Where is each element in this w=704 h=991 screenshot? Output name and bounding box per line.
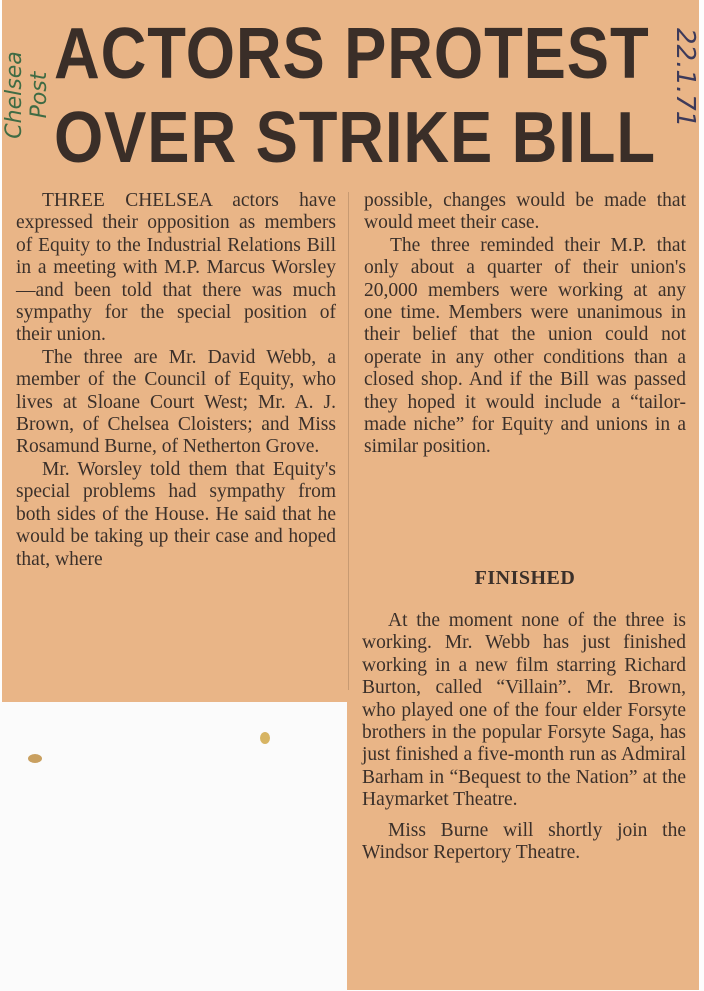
paper-fleck	[28, 754, 42, 763]
paragraph: Miss Burne will shortly join the Windsor Repertory Theatre.	[362, 819, 686, 864]
headline-line-2: OVER STRIKE BILL	[54, 98, 656, 178]
paragraph: The three reminded their M.P. that only about a quarter of their union's 20,000 members were working at any one time. Members were unanimous in their belief that the union could not operate in any other conditions than a closed shop. And if the Bill was passed they hoped it would include a “tailor-made niche” for Equity and unions in a similar position.	[364, 234, 686, 458]
paper-fleck	[260, 732, 270, 744]
paragraph: Mr. Worsley told them that Equity's special problems had sympathy from both sides of the House. He said that he would be taking up their case and hoped that, where	[16, 458, 336, 570]
headline	[54, 12, 656, 180]
paragraph: THREE CHELSEA actors have expressed their opposition as members of Equity to the Industrial Relations Bill in a meeting with M.P. Marcus Worsley—and been told that there was much sympathy for the special position of their union.	[16, 190, 336, 346]
paragraph: The three are Mr. David Webb, a member of the Council of Equity, who lives at Sloane Court West; Mr. A. J. Brown, of Chelsea Cloisters; and Miss Rosamund Burne, of Netherton Grove.	[16, 346, 336, 458]
handwritten-date-note: 22.1.71	[670, 28, 700, 128]
section-subhead: FINISHED	[474, 567, 576, 589]
headline-line-1: ACTORS PROTEST	[54, 14, 650, 94]
paragraph: possible, changes would be made that would meet their case.	[364, 190, 686, 234]
article-column-1	[16, 190, 336, 571]
article-column-2	[364, 190, 686, 459]
article-column-3	[362, 610, 686, 864]
column-divider	[348, 192, 349, 690]
paragraph: At the moment none of the three is working. Mr. Webb has just finished working in a new film starring Richard Burton, called “Villain”. Mr. Brown, who played one of the four elder Forsyte brothers in the popular Forsyte Saga, has just finished a five-month run as Admiral Barham in “Bequest to the Nation” at the Haymarket Theatre.	[362, 610, 686, 811]
scan-background	[0, 702, 347, 991]
handwritten-source-note: Chelsea Post	[2, 51, 52, 139]
